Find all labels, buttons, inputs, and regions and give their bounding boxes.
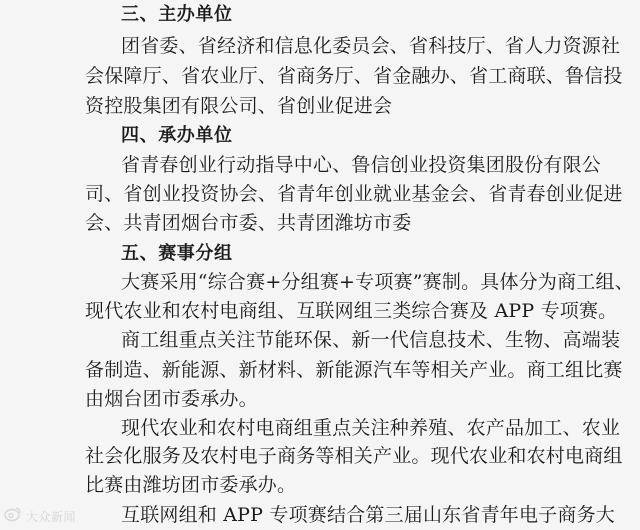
body-line: 资控股集团有限公司、省创业促进会: [85, 95, 393, 117]
weibo-logo-icon: [4, 506, 22, 526]
body-line: 现代农业和农村电商组、互联网组三类综合赛及 APP 专项赛。: [85, 300, 618, 322]
body-line: 司、省创业投资协会、省青年创业就业基金会、省青春创业促进: [85, 183, 623, 205]
body-line: 商工组重点关注节能环保、新一代信息技术、生物、高端装: [121, 329, 621, 351]
section-heading: 五、赛事分组: [121, 243, 233, 264]
body-line: 会保障厅、省农业厅、省商务厅、省金融办、省工商联、鲁信投: [85, 65, 623, 87]
body-line: 备制造、新能源、新材料、新能源汽车等相关产业。商工组比赛: [85, 359, 623, 381]
body-line: 现代农业和农村电商组重点关注种养殖、农产品加工、农业: [121, 417, 621, 439]
watermark: [4, 506, 76, 526]
body-line: 省青春创业行动指导中心、鲁信创业投资集团股份有限公: [121, 154, 602, 176]
watermark-text: 大众新闻: [26, 509, 77, 524]
section-heading: 三、主办单位: [121, 4, 233, 25]
body-line: 由烟台团市委承办。: [85, 388, 258, 410]
body-line: 社会化服务及农村电子商务等相关产业。现代农业和农村电商组: [85, 445, 623, 467]
body-line: 互联网组和 APP 专项赛结合第三届山东省青年电子商务大: [121, 504, 615, 526]
body-line: 比赛由潍坊团市委承办。: [85, 474, 297, 496]
body-line: 团省委、省经济和信息化委员会、省科技厅、省人力资源社: [121, 35, 621, 57]
body-line: 大赛采用“综合赛+分组赛+专项赛”赛制。具体分为商工组、: [121, 271, 634, 293]
body-line: 会、共青团烟台市委、共青团潍坊市委: [85, 212, 412, 234]
section-heading: 四、承办单位: [121, 125, 233, 146]
